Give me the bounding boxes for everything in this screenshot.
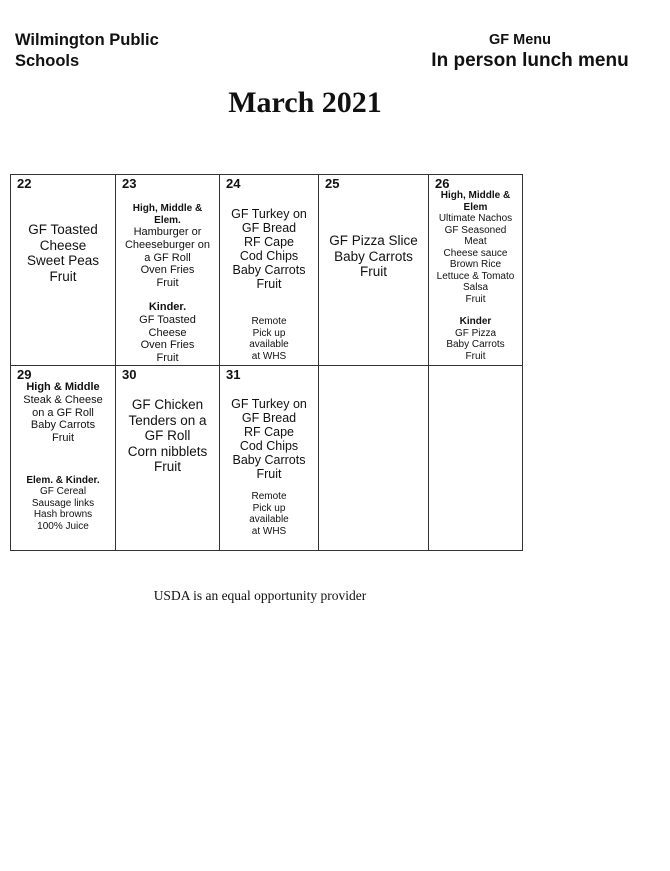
- calendar-day-26: [429, 175, 523, 366]
- group-title-high-middle-elem: High, Middle & Elem.: [132, 203, 203, 226]
- remote-pickup-note: Remote Pick up available at WHS: [249, 316, 289, 362]
- menu-calendar: [10, 174, 523, 551]
- day-number: 24: [226, 176, 241, 191]
- menu-items: GF Pizza Slice Baby Carrots Fruit: [329, 233, 418, 279]
- school-name: Wilmington Public Schools: [15, 31, 159, 70]
- calendar-empty-cell: [319, 366, 429, 551]
- group-title-kinder: Kinder: [459, 316, 492, 327]
- group-items: GF Toasted Cheese Oven Fries Fruit: [139, 313, 196, 365]
- menu-items: GF Chicken Tenders on a GF Roll Corn nibblets Fruit: [127, 397, 208, 474]
- menu-subtitle: In person lunch menu: [431, 50, 629, 71]
- day-number: 31: [226, 367, 241, 382]
- calendar-day-23: [116, 175, 220, 366]
- group-items: Ultimate Nachos GF Seasoned Meat Cheese sauce Brown Rice Lettuce & Tomato Salsa Fruit: [436, 213, 515, 305]
- menu-items: GF Turkey on GF Bread RF Cape Cod Chips Baby Carrots Fruit Remote Pick up available at WHS: [220, 366, 318, 537]
- menu-items: [429, 175, 522, 362]
- group-title-kinder: Kinder.: [148, 300, 187, 313]
- day-number: 29: [17, 367, 32, 382]
- calendar-day-30: [116, 366, 220, 551]
- group-title-high-middle-elem: High, Middle & Elem: [440, 190, 511, 213]
- group-title-high-middle: High & Middle: [26, 381, 100, 393]
- menu-items: GF Toasted Cheese Sweet Peas Fruit: [26, 222, 100, 284]
- calendar-day-31: [220, 366, 319, 551]
- calendar-day-22: [11, 175, 116, 366]
- day-number: 25: [325, 176, 340, 191]
- menu-items: [116, 175, 219, 365]
- calendar-day-24: [220, 175, 319, 366]
- group-items: GF Pizza Baby Carrots Fruit: [446, 327, 505, 362]
- day-number: 30: [122, 367, 137, 382]
- calendar-day-25: [319, 175, 429, 366]
- page-title: March 2021: [228, 86, 382, 119]
- day-number: 26: [435, 176, 450, 191]
- menu-items: [11, 366, 115, 532]
- group-items: Steak & Cheese on a GF Roll Baby Carrots Fruit: [23, 393, 103, 445]
- group-title-elem-kinder: Elem. & Kinder.: [26, 474, 100, 486]
- usda-notice: USDA is an equal opportunity provider: [153, 588, 367, 603]
- group-items: Hamburger or Cheeseburger on a GF Roll Oven Fries Fruit: [124, 226, 210, 290]
- remote-pickup-note: Remote Pick up available at WHS: [249, 491, 289, 537]
- group-items: GF Cereal Sausage links Hash browns 100% Juice: [31, 486, 95, 532]
- day-number: 23: [122, 176, 137, 191]
- calendar-empty-cell: [429, 366, 523, 551]
- day-number: 22: [17, 176, 32, 191]
- calendar-day-29: [11, 366, 116, 551]
- menu-items: GF Turkey on GF Bread RF Cape Cod Chips Baby Carrots Fruit Remote Pick up available at WHS: [220, 175, 318, 362]
- menu-type-label: GF Menu: [488, 32, 552, 48]
